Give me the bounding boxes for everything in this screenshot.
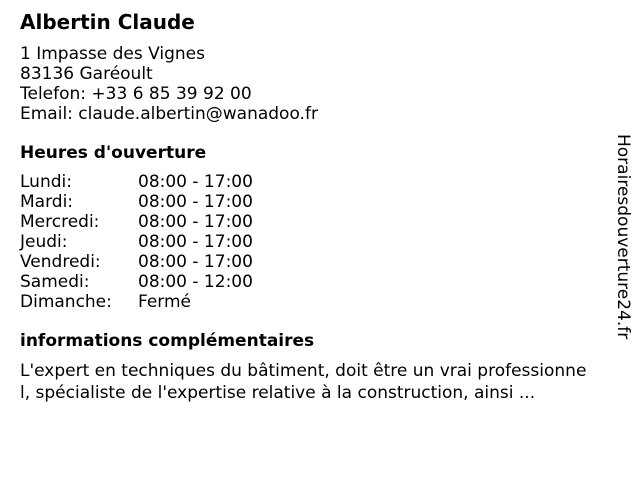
hours-day: Vendredi: [20,252,101,272]
hours-day: Lundi: [20,172,72,192]
hours-day: Mercredi: [20,212,100,232]
hours-time: 08:00 - 17:00 [138,172,253,192]
phone-number: Telefon: +33 6 85 39 92 00 [20,84,252,104]
hours-row-tuesday [20,192,600,212]
hours-row-friday [20,252,600,272]
hours-day: Samedi: [20,272,90,292]
hours-time: 08:00 - 12:00 [138,272,253,292]
hours-heading: Heures d'ouverture [20,143,207,163]
business-name: Albertin Claude [20,10,195,34]
site-watermark: Horairesdouverture24.fr [613,134,633,340]
hours-time: 08:00 - 17:00 [138,212,253,232]
address-street: 1 Impasse des Vignes [20,44,205,64]
hours-time: Fermé [138,292,192,312]
hours-row-saturday [20,272,600,292]
hours-row-monday [20,172,600,192]
hours-day: Mardi: [20,192,74,212]
hours-time: 08:00 - 17:00 [138,232,253,252]
address-city: 83136 Garéoult [20,64,153,84]
info-heading: informations complémentaires [20,331,315,351]
hours-day: Dimanche: [20,292,112,312]
hours-row-sunday [20,292,600,312]
hours-day: Jeudi: [20,232,68,252]
hours-time: 08:00 - 17:00 [138,252,253,272]
info-description: L'expert en techniques du bâtiment, doit être un vrai professionnel, spécialiste de l'expertise relative à la construction, ainsi ... [20,361,587,403]
email-address: Email: claude.albertin@wanadoo.fr [20,104,318,124]
hours-row-wednesday [20,212,600,232]
business-card [20,8,600,404]
hours-row-thursday [20,232,600,252]
hours-time: 08:00 - 17:00 [138,192,253,212]
